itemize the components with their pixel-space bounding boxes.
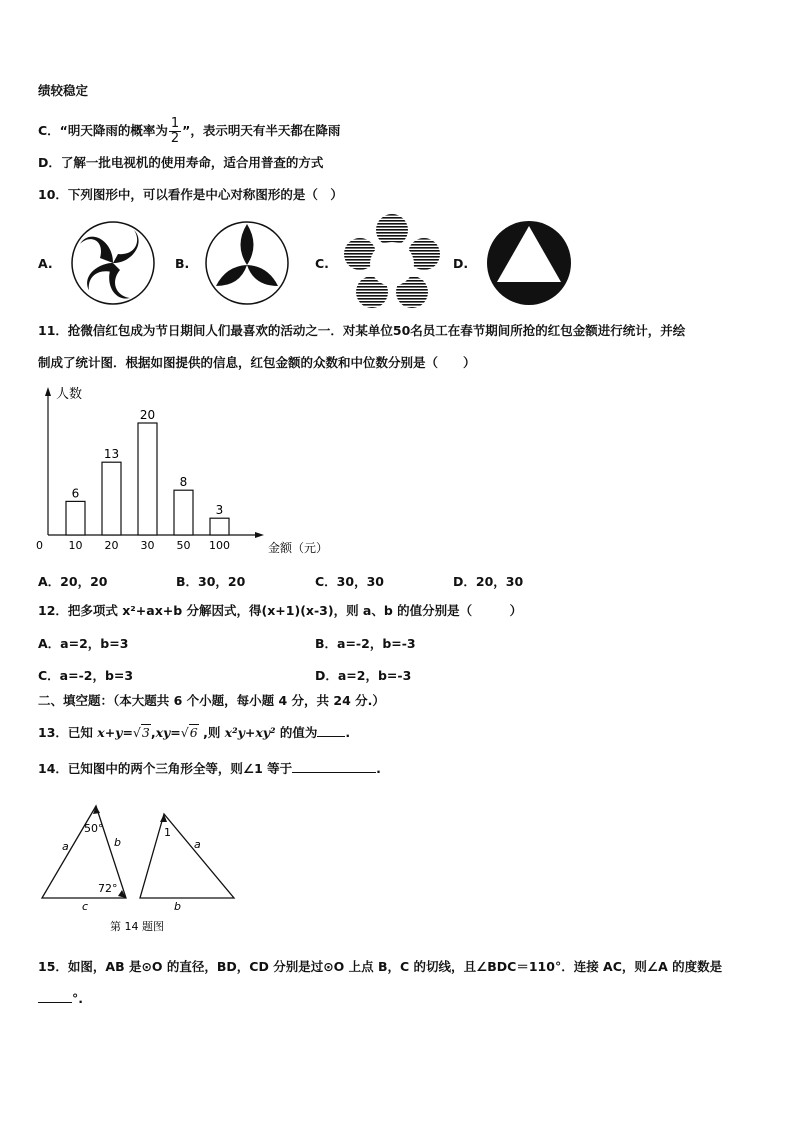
bar-value-label-20: 13 [103,447,120,462]
q13-xy-sum: x+y= [97,725,133,740]
x-tick-label-20: 20 [104,539,119,552]
q15-answer-blank[interactable] [38,990,72,1003]
sqrt-3: √3 [132,725,150,740]
bars-group [66,408,230,552]
x-tick-label-30: 30 [140,539,155,552]
q13-stem [38,724,350,742]
one-half-fraction [169,117,181,146]
q12-stem: 12．把多项式 x²+ax+b 分解因式，得(x+1)(x-3)，则 a、b 的值分别是（ ） [38,603,523,618]
q9-option-c [38,117,340,146]
q9-c-text-post: ”，表示明天有半天都在降雨 [182,123,341,138]
q13-expression: x²y+xy² [224,725,276,740]
q11-option-d: D．20，30 [453,574,524,589]
side-a-left: a [62,840,69,853]
y-axis-arrow [45,387,51,396]
three-leaf-icon [204,220,290,306]
bar-10 [66,501,85,535]
fraction-denominator: 2 [170,131,180,146]
q13-post2: 的值为 [275,725,318,740]
q13-pre: 13．已知 [38,725,98,740]
congruent-triangles-figure [36,800,246,940]
tomoe-icon [70,220,156,306]
q9-option-d: D．了解一批电视机的使用寿命，适合用普查的方式 [38,155,324,170]
q10-label-c: C. [315,256,329,271]
side-a-right: a [194,838,201,851]
bar-30 [138,423,157,535]
q15-stem-line1: 15．如图，AB 是⊙O 的直径，BD，CD 分别是过⊙O 上点 B，C 的切线，且∠BDC＝110°．连接 AC，则∠A 的度数是 [38,959,723,974]
q12-option-b: B．a=-2，b=-3 [315,636,416,651]
q11-stem-line1: 11．抢微信红包成为节日期间人们最喜欢的活动之一．对某单位50名员工在春节期间所抢的红包金额进行统计，并绘 [38,323,686,338]
x-tick-label-50: 50 [176,539,191,552]
fraction-numerator: 1 [170,116,180,131]
q13-comma: , [150,725,156,740]
q10-stem: 10．下列图形中，可以看作是中心对称图形的是（ ） [38,187,343,202]
bar-value-label-50: 8 [179,475,188,490]
q11-stem-line2: 制成了统计图．根据如图提供的信息，红包金额的众数和中位数分别是（ ） [38,355,476,370]
q11-option-a: A．20，20 [38,574,108,589]
q10-label-d: D. [453,256,469,271]
triangle-in-circle-icon [486,220,572,306]
q9-tail: 绩较稳定 [38,83,89,98]
x-axis-label: 金额（元） [268,541,329,555]
angle-mark-right-top [160,814,167,822]
q10-label-a: A. [38,256,53,271]
q12-option-d: D．a=2，b=-3 [315,668,412,683]
side-b-left: b [114,836,121,849]
striped-flower-icon [344,214,440,310]
figure-caption: 第 14 题图 [110,920,164,933]
q12-option-c: C．a=-2，b=3 [38,668,134,683]
q12-option-a: A．a=2，b=3 [38,636,129,651]
angle-1-label: 1 [164,826,171,839]
q15-stem-line2 [38,990,83,1008]
q11-option-c: C．30，30 [315,574,384,589]
x-axis-arrow [255,532,264,538]
q14-stem-text: 14．已知图中的两个三角形全等，则∠1 等于 [38,761,293,776]
bar-value-label-10: 6 [71,486,80,501]
section-fill-in-title: 二、填空题：（本大题共 6 个小题，每小题 4 分，共 24 分.） [38,693,385,708]
origin-label: 0 [36,539,43,552]
red-packet-bar-chart [30,383,329,563]
q15-end: °. [72,991,83,1006]
q13-post1: ,则 [198,725,225,740]
angle-72-label: 72° [98,882,118,895]
side-b-right: b [174,900,181,913]
triangle-right [140,814,234,898]
bar-value-label-100: 3 [215,503,224,518]
bar-100 [210,518,229,535]
side-c-left: c [82,900,89,913]
q9-c-text-pre: C．“明天降雨的概率为 [38,123,168,138]
q13-xy-prod: xy= [155,725,181,740]
sqrt-6: √6 [180,725,198,740]
bar-value-label-30: 20 [139,408,156,422]
q10-label-b: B. [175,256,190,271]
q14-stem [38,760,381,778]
x-tick-label-10: 10 [68,539,83,552]
sqrt-3-radicand: 3 [141,725,150,740]
q13-end: . [345,725,351,740]
x-tick-label-100: 100 [209,539,230,552]
q13-answer-blank[interactable] [317,724,345,737]
sqrt-6-radicand: 6 [189,725,198,740]
angle-50-label: 50° [84,822,104,835]
y-axis-label: 人数 [56,387,83,402]
q14-end: . [376,761,381,776]
q11-option-b: B．30，20 [176,574,246,589]
q14-answer-blank[interactable] [292,760,376,773]
bar-20 [102,462,121,535]
bar-50 [174,490,193,535]
